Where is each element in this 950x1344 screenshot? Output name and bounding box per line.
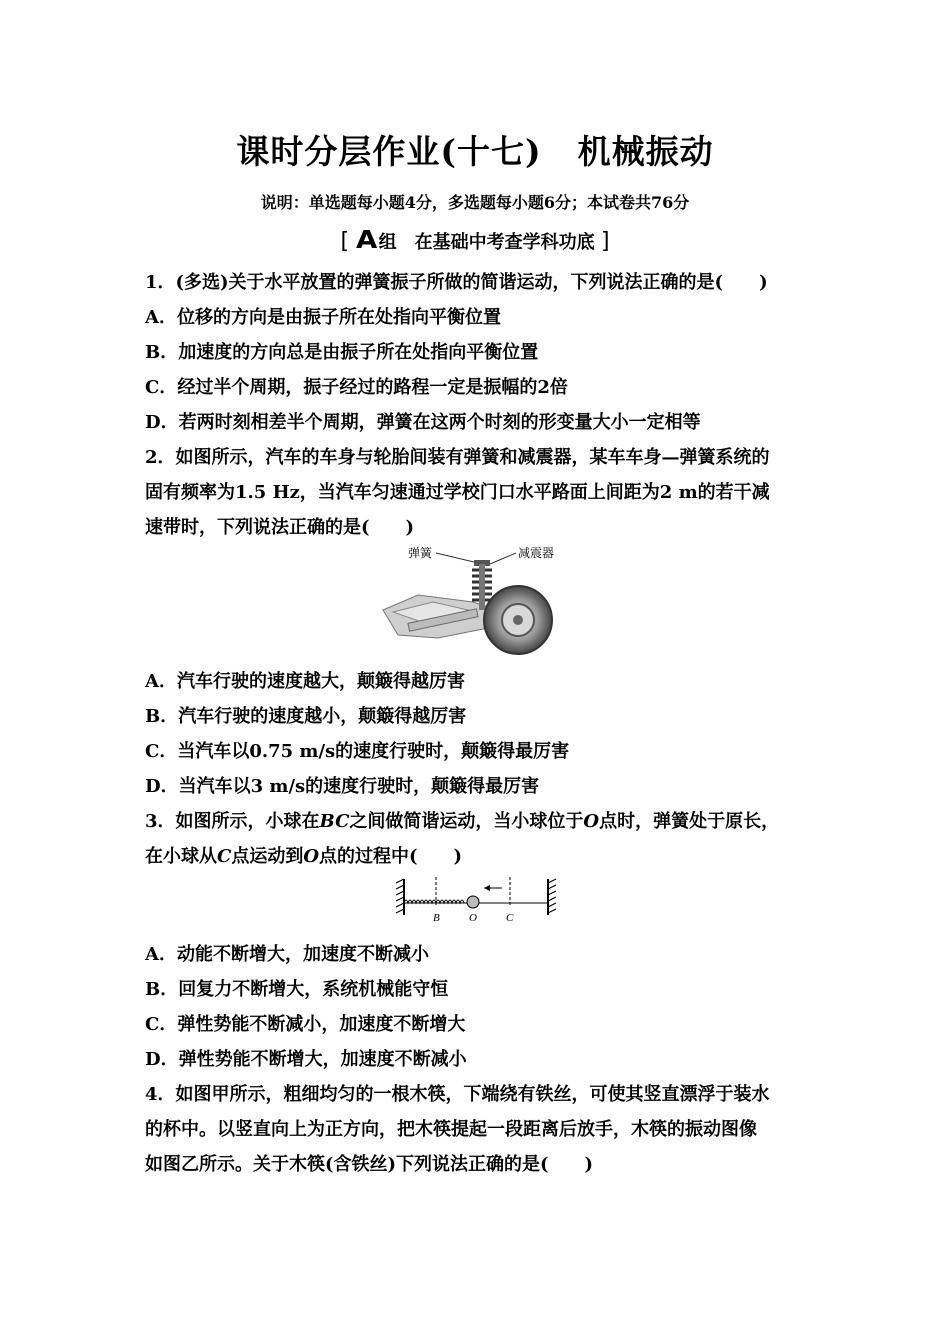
arrow-left-icon xyxy=(484,885,502,891)
q3-stem1-c: 之间做简谐运动，当小球位于 xyxy=(349,811,584,832)
label-spring: 弹簧 xyxy=(408,546,433,560)
q2-option-a: A．汽车行驶的速度越大，颠簸得越厉害 xyxy=(145,671,465,692)
q1-option-a: A．位移的方向是由振子所在处指向平衡位置 xyxy=(145,307,501,328)
q1-option-d: D．若两时刻相差半个周期，弹簧在这两个时刻的形变量大小一定相等 xyxy=(145,412,701,433)
q3-option-a: A．动能不断增大，加速度不断减小 xyxy=(145,944,429,965)
damper-leader-line xyxy=(490,553,516,564)
q4-stem-line-3: 如图乙所示。关于木筷(含铁丝)下列说法正确的是( ) xyxy=(145,1154,594,1175)
group-header xyxy=(0,225,950,254)
group-close-bracket: ] xyxy=(600,229,610,254)
ball xyxy=(467,896,479,908)
q3-stem2-e: 点的过程中( ) xyxy=(319,846,463,867)
q2-stem-line-3: 速带时，下列说法正确的是( ) xyxy=(145,517,415,538)
q3-stem2-b: C xyxy=(217,846,232,867)
group-label: 组 在基础中考查学科功底 xyxy=(378,232,595,253)
q3-stem2-a: 在小球从 xyxy=(145,846,217,867)
q4-stem-line-1: 4．如图甲所示，粗细均匀的一根木筷，下端绕有铁丝，可使其竖直漂浮于装水 xyxy=(145,1084,770,1105)
spring-leader-line xyxy=(436,553,474,562)
q3-stem2-d: O xyxy=(303,846,320,867)
label-c: C xyxy=(506,912,514,924)
q2-stem-line-1: 2．如图所示，汽车的车身与轮胎间装有弹簧和减震器，某车车身—弹簧系统的 xyxy=(145,447,770,468)
q3-stem1-d: O xyxy=(583,811,600,832)
suspension-figure xyxy=(378,540,578,655)
q1-option-c: C．经过半个周期，振子经过的路程一定是振幅的2倍 xyxy=(145,377,568,398)
q1-stem: 1．(多选)关于水平放置的弹簧振子所做的简谐运动，下列说法正确的是( ) xyxy=(145,272,768,293)
q3-stem-line-1 xyxy=(145,807,779,833)
group-badge: A xyxy=(356,225,378,254)
q3-stem2-c: 点运动到 xyxy=(231,846,304,867)
title-main: 课时分层作业(十七) xyxy=(236,132,542,171)
title-topic: 机械振动 xyxy=(577,132,714,171)
q1-option-b: B．加速度的方向总是由振子所在处指向平衡位置 xyxy=(145,342,539,363)
q3-stem1-b: BC xyxy=(319,811,350,832)
q2-option-c: C．当汽车以0.75 m/s的速度行驶时，颠簸得最厉害 xyxy=(145,741,570,762)
wheel-center xyxy=(513,615,523,625)
left-wall xyxy=(396,879,404,915)
q2-option-b: B．汽车行驶的速度越小，颠簸得越厉害 xyxy=(145,706,467,727)
q2-option-d: D．当汽车以3 m/s的速度行驶时，颠簸得最厉害 xyxy=(145,776,540,797)
q3-option-d: D．弹性势能不断增大，加速度不断减小 xyxy=(145,1049,467,1070)
q3-option-b: B．回复力不断增大，系统机械能守恒 xyxy=(145,979,449,1000)
q3-stem1-a: 3．如图所示，小球在 xyxy=(145,811,320,832)
label-o: O xyxy=(469,912,477,924)
q3-option-c: C．弹性势能不断减小，加速度不断增大 xyxy=(145,1014,466,1035)
q3-stem-line-2 xyxy=(145,842,462,868)
page-title xyxy=(0,126,950,173)
q2-stem-line-2: 固有频率为1.5 Hz，当汽车匀速通过学校门口水平路面上间距为2 m的若干减 xyxy=(145,482,770,503)
group-open-bracket: [ xyxy=(340,229,350,254)
q3-stem1-e: 点时，弹簧处于原长， xyxy=(599,811,780,832)
spring-oscillator-figure xyxy=(392,873,562,925)
q4-stem-line-2: 的杯中。以竖直向上为正方向，把木筷提起一段距离后放手，木筷的振动图像 xyxy=(145,1119,757,1140)
label-damper: 减震器 xyxy=(518,546,555,560)
scoring-note: 说明：单选题每小题4分，多选题每小题6分；本试卷共76分 xyxy=(260,193,690,212)
label-b: B xyxy=(433,912,440,924)
right-wall xyxy=(548,879,556,915)
